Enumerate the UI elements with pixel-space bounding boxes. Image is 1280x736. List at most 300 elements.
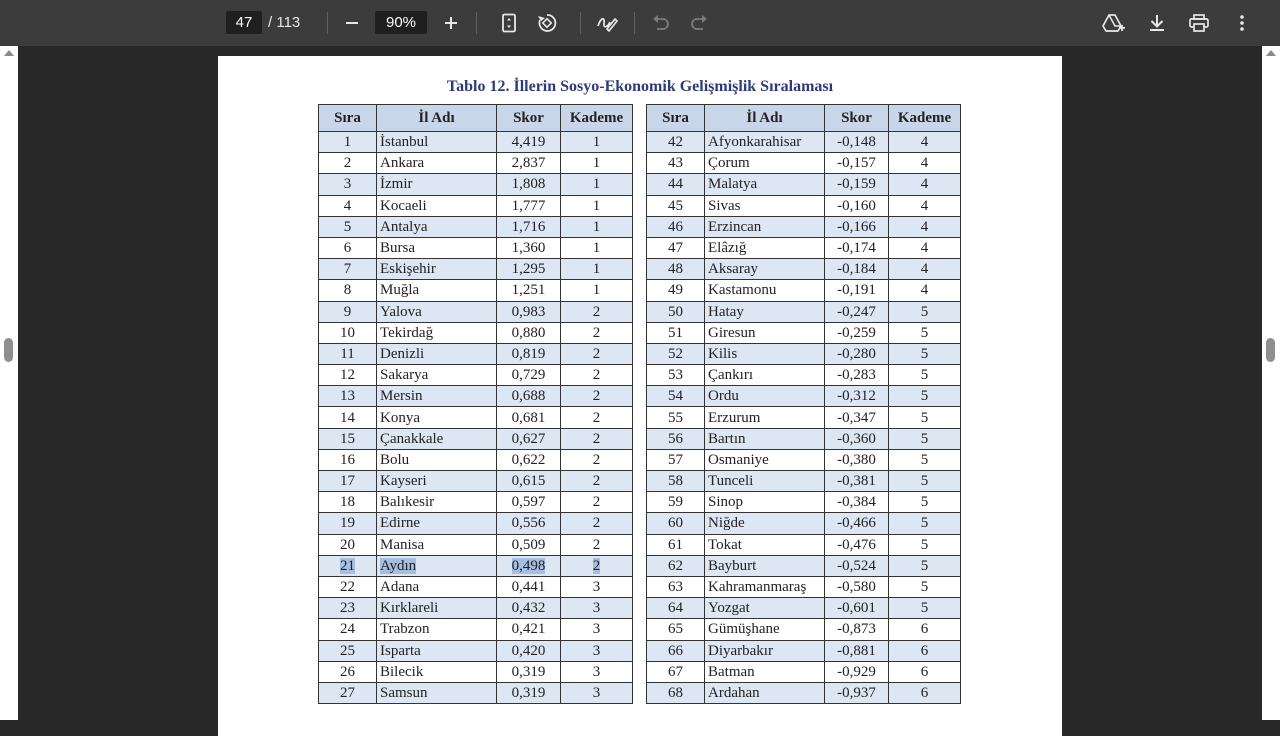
table-row (647, 428, 961, 449)
rank-cell: 18 (319, 492, 377, 513)
tier-cell: 3 (561, 598, 633, 619)
table-row (319, 492, 633, 513)
rank-cell: 50 (647, 301, 705, 322)
province-name-cell: Yalova (377, 301, 497, 322)
table-row (319, 365, 633, 386)
table-row (647, 598, 961, 619)
redo-button[interactable] (685, 9, 713, 37)
score-cell: -0,174 (825, 237, 889, 258)
rank-cell: 61 (647, 534, 705, 555)
zoom-in-button[interactable] (437, 9, 465, 37)
province-name-cell: Erzincan (705, 216, 825, 237)
tier-cell: 2 (561, 534, 633, 555)
score-cell: -0,937 (825, 682, 889, 703)
table-row (319, 322, 633, 343)
download-button[interactable] (1143, 9, 1171, 37)
header-kademe: Kademe (561, 105, 633, 132)
download-icon (1148, 14, 1166, 32)
tier-cell: 5 (889, 471, 961, 492)
score-cell: -0,360 (825, 428, 889, 449)
score-cell: 0,627 (497, 428, 561, 449)
score-cell: 1,360 (497, 237, 561, 258)
table-row (319, 174, 633, 195)
score-cell: 0,983 (497, 301, 561, 322)
rank-cell: 11 (319, 343, 377, 364)
tier-cell: 4 (889, 216, 961, 237)
score-cell: 1,251 (497, 280, 561, 301)
zoom-out-button[interactable] (338, 9, 366, 37)
tier-cell: 1 (561, 259, 633, 280)
table-row (647, 280, 961, 301)
rank-cell: 65 (647, 619, 705, 640)
province-name-cell: Aksaray (705, 259, 825, 280)
rank-cell: 66 (647, 640, 705, 661)
score-cell: -0,312 (825, 386, 889, 407)
header-il-adi: İl Adı (705, 105, 825, 132)
header-sira: Sıra (319, 105, 377, 132)
rank-cell: 49 (647, 280, 705, 301)
table-row (319, 513, 633, 534)
tier-cell: 5 (889, 576, 961, 597)
rank-cell: 58 (647, 471, 705, 492)
table-row (647, 237, 961, 258)
province-name-cell: Konya (377, 407, 497, 428)
province-name-cell: Afyonkarahisar (705, 132, 825, 153)
score-cell: -0,247 (825, 301, 889, 322)
tier-cell: 2 (561, 386, 633, 407)
table-row (647, 534, 961, 555)
score-cell: -0,580 (825, 576, 889, 597)
tier-cell: 3 (561, 640, 633, 661)
tier-cell: 4 (889, 174, 961, 195)
redo-icon (690, 15, 708, 31)
tier-cell: 5 (889, 322, 961, 343)
province-name-cell: Elâzığ (705, 237, 825, 258)
score-cell: -0,191 (825, 280, 889, 301)
tier-cell: 1 (561, 174, 633, 195)
table-row (647, 471, 961, 492)
table-row (319, 449, 633, 470)
header-skor: Skor (497, 105, 561, 132)
draw-button[interactable] (593, 9, 621, 37)
province-name-cell: Bayburt (705, 555, 825, 576)
tier-cell: 5 (889, 386, 961, 407)
rank-cell: 67 (647, 661, 705, 682)
rank-cell: 63 (647, 576, 705, 597)
rank-cell: 17 (319, 471, 377, 492)
province-name-cell: Kastamonu (705, 280, 825, 301)
tier-cell: 1 (561, 280, 633, 301)
table-row (647, 619, 961, 640)
province-name-cell: Balıkesir (377, 492, 497, 513)
province-name-cell: Osmaniye (705, 449, 825, 470)
tier-cell: 2 (561, 555, 633, 576)
rank-cell: 21 (319, 555, 377, 576)
score-cell: 0,319 (497, 661, 561, 682)
tier-cell: 2 (561, 492, 633, 513)
tier-cell: 6 (889, 661, 961, 682)
score-cell: 0,688 (497, 386, 561, 407)
tier-cell: 2 (561, 407, 633, 428)
table-row (647, 216, 961, 237)
rank-cell: 45 (647, 195, 705, 216)
tier-cell: 4 (889, 237, 961, 258)
rank-cell: 1 (319, 132, 377, 153)
tier-cell: 6 (889, 619, 961, 640)
toolbar-divider (634, 12, 635, 34)
table-row (319, 428, 633, 449)
score-cell: -0,476 (825, 534, 889, 555)
province-name-cell: Kahramanmaraş (705, 576, 825, 597)
province-name-cell: Antalya (377, 216, 497, 237)
province-name-cell: İstanbul (377, 132, 497, 153)
zoom-level-input[interactable]: 90% (375, 11, 427, 34)
table-row (319, 555, 633, 576)
province-name-cell: Trabzon (377, 619, 497, 640)
tier-cell: 3 (561, 576, 633, 597)
left-scrollbar[interactable] (0, 46, 18, 720)
province-name-cell: Edirne (377, 513, 497, 534)
table-row (647, 386, 961, 407)
fit-page-button[interactable] (495, 9, 523, 37)
score-cell: 0,729 (497, 365, 561, 386)
score-cell: -0,280 (825, 343, 889, 364)
tier-cell: 4 (889, 280, 961, 301)
rank-cell: 19 (319, 513, 377, 534)
province-name-cell: Mersin (377, 386, 497, 407)
province-name-cell: Kilis (705, 343, 825, 364)
score-cell: -0,148 (825, 132, 889, 153)
rank-cell: 62 (647, 555, 705, 576)
province-name-cell: Kayseri (377, 471, 497, 492)
score-cell: 0,509 (497, 534, 561, 555)
header-il-adi: İl Adı (377, 105, 497, 132)
table-row (319, 640, 633, 661)
header-skor: Skor (825, 105, 889, 132)
tier-cell: 4 (889, 153, 961, 174)
rank-cell: 68 (647, 682, 705, 703)
province-name-cell: Batman (705, 661, 825, 682)
table-row (319, 471, 633, 492)
table-row (647, 153, 961, 174)
tier-cell: 5 (889, 555, 961, 576)
rotate-button[interactable] (533, 9, 561, 37)
score-cell: 0,819 (497, 343, 561, 364)
table-row (647, 555, 961, 576)
undo-icon (652, 15, 670, 31)
tier-cell: 3 (561, 619, 633, 640)
rank-cell: 7 (319, 259, 377, 280)
province-name-cell: Bursa (377, 237, 497, 258)
tier-cell: 1 (561, 216, 633, 237)
page-number-input[interactable]: 47 (226, 11, 262, 34)
province-name-cell: Tekirdağ (377, 322, 497, 343)
tier-cell: 2 (561, 428, 633, 449)
province-name-cell: Muğla (377, 280, 497, 301)
table-row (319, 576, 633, 597)
rank-cell: 4 (319, 195, 377, 216)
score-cell: -0,929 (825, 661, 889, 682)
rank-cell: 55 (647, 407, 705, 428)
tier-cell: 2 (561, 301, 633, 322)
tier-cell: 6 (889, 640, 961, 661)
rotate-icon (536, 12, 558, 34)
score-cell: -0,873 (825, 619, 889, 640)
rank-cell: 13 (319, 386, 377, 407)
province-name-cell: İzmir (377, 174, 497, 195)
print-button[interactable] (1185, 9, 1213, 37)
rank-cell: 46 (647, 216, 705, 237)
tier-cell: 5 (889, 534, 961, 555)
rank-cell: 8 (319, 280, 377, 301)
table-row (647, 682, 961, 703)
province-name-cell: Sivas (705, 195, 825, 216)
table-row (319, 259, 633, 280)
province-name-cell: Bilecik (377, 661, 497, 682)
rank-cell: 52 (647, 343, 705, 364)
tier-cell: 5 (889, 428, 961, 449)
right-scrollbar[interactable] (1262, 46, 1280, 720)
rank-cell: 27 (319, 682, 377, 703)
tier-cell: 3 (561, 661, 633, 682)
province-name-cell: Diyarbakır (705, 640, 825, 661)
province-name-cell: Erzurum (705, 407, 825, 428)
score-cell: 0,420 (497, 640, 561, 661)
toolbar-divider (327, 12, 328, 34)
table-row (319, 661, 633, 682)
score-cell: 1,777 (497, 195, 561, 216)
score-cell: -0,524 (825, 555, 889, 576)
rank-cell: 53 (647, 365, 705, 386)
score-cell: -0,601 (825, 598, 889, 619)
rank-cell: 15 (319, 428, 377, 449)
tier-cell: 5 (889, 407, 961, 428)
table-row (319, 407, 633, 428)
rank-cell: 14 (319, 407, 377, 428)
tier-cell: 5 (889, 365, 961, 386)
tier-cell: 2 (561, 471, 633, 492)
province-name-cell: Sinop (705, 492, 825, 513)
table-row (319, 153, 633, 174)
province-name-cell: Malatya (705, 174, 825, 195)
province-name-cell: Aydın (377, 555, 497, 576)
score-cell: -0,159 (825, 174, 889, 195)
rank-cell: 43 (647, 153, 705, 174)
score-cell: -0,466 (825, 513, 889, 534)
score-cell: -0,881 (825, 640, 889, 661)
toolbar-divider (580, 12, 581, 34)
table-row (319, 132, 633, 153)
score-cell: 1,295 (497, 259, 561, 280)
rank-cell: 56 (647, 428, 705, 449)
header-kademe: Kademe (889, 105, 961, 132)
province-name-cell: Yozgat (705, 598, 825, 619)
table-row (319, 237, 633, 258)
score-cell: 0,441 (497, 576, 561, 597)
province-name-cell: Samsun (377, 682, 497, 703)
province-name-cell: Ankara (377, 153, 497, 174)
rank-cell: 48 (647, 259, 705, 280)
table-title: Tablo 12. İllerin Sosyo-Ekonomik Gelişmişlik Sıralaması (446, 78, 834, 95)
tier-cell: 4 (889, 259, 961, 280)
score-cell: 0,880 (497, 322, 561, 343)
scroll-up-arrow-icon[interactable] (4, 50, 14, 56)
table-row (647, 640, 961, 661)
add-to-drive-button[interactable] (1100, 9, 1128, 37)
scroll-thumb[interactable] (4, 338, 13, 362)
score-cell: -0,380 (825, 449, 889, 470)
more-icon (1239, 14, 1245, 32)
tier-cell: 5 (889, 598, 961, 619)
rank-cell: 59 (647, 492, 705, 513)
table-row (647, 449, 961, 470)
table-row (647, 174, 961, 195)
undo-button[interactable] (647, 9, 675, 37)
pdf-page (218, 56, 1062, 736)
table-row (647, 322, 961, 343)
rank-cell: 25 (319, 640, 377, 661)
tier-cell: 2 (561, 513, 633, 534)
rank-cell: 51 (647, 322, 705, 343)
table-header-row (647, 105, 961, 132)
more-actions-button[interactable] (1228, 9, 1256, 37)
province-name-cell: Tunceli (705, 471, 825, 492)
table-row (647, 492, 961, 513)
province-name-cell: Çorum (705, 153, 825, 174)
tier-cell: 5 (889, 449, 961, 470)
province-name-cell: Ordu (705, 386, 825, 407)
ranking-table-right (646, 104, 961, 704)
table-row (647, 132, 961, 153)
table-row (647, 365, 961, 386)
rank-cell: 9 (319, 301, 377, 322)
rank-cell: 6 (319, 237, 377, 258)
score-cell: -0,184 (825, 259, 889, 280)
table-row (647, 195, 961, 216)
table-row (647, 513, 961, 534)
score-cell: 0,597 (497, 492, 561, 513)
rank-cell: 47 (647, 237, 705, 258)
score-cell: -0,384 (825, 492, 889, 513)
tier-cell: 1 (561, 153, 633, 174)
table-row (319, 301, 633, 322)
table-row (319, 216, 633, 237)
tier-cell: 5 (889, 492, 961, 513)
province-name-cell: Denizli (377, 343, 497, 364)
score-cell: 0,421 (497, 619, 561, 640)
header-sira: Sıra (647, 105, 705, 132)
plus-icon (443, 15, 459, 31)
ranking-table-left (318, 104, 633, 704)
score-cell: 0,615 (497, 471, 561, 492)
province-name-cell: Eskişehir (377, 259, 497, 280)
rank-cell: 12 (319, 365, 377, 386)
print-icon (1189, 14, 1209, 32)
tier-cell: 6 (889, 682, 961, 703)
table-row (319, 386, 633, 407)
tier-cell: 3 (561, 682, 633, 703)
province-name-cell: Çankırı (705, 365, 825, 386)
tier-cell: 2 (561, 343, 633, 364)
province-name-cell: Hatay (705, 301, 825, 322)
rank-cell: 23 (319, 598, 377, 619)
score-cell: -0,347 (825, 407, 889, 428)
table-row (647, 259, 961, 280)
rank-cell: 5 (319, 216, 377, 237)
tier-cell: 5 (889, 513, 961, 534)
province-name-cell: Manisa (377, 534, 497, 555)
toolbar-divider (476, 12, 477, 34)
rank-cell: 24 (319, 619, 377, 640)
page-total-label: / 113 (268, 14, 301, 31)
rank-cell: 22 (319, 576, 377, 597)
province-name-cell: Bolu (377, 449, 497, 470)
rank-cell: 57 (647, 449, 705, 470)
tier-cell: 5 (889, 343, 961, 364)
fit-page-icon (500, 13, 518, 33)
scroll-up-arrow-icon[interactable] (1266, 50, 1276, 56)
rank-cell: 26 (319, 661, 377, 682)
tier-cell: 1 (561, 132, 633, 153)
minus-icon (344, 15, 360, 31)
rank-cell: 54 (647, 386, 705, 407)
table-row (647, 407, 961, 428)
score-cell: -0,160 (825, 195, 889, 216)
province-name-cell: Ardahan (705, 682, 825, 703)
table-row (319, 343, 633, 364)
province-name-cell: Kocaeli (377, 195, 497, 216)
table-header-row (319, 105, 633, 132)
rank-cell: 3 (319, 174, 377, 195)
pdf-toolbar (0, 0, 1280, 46)
table-row (319, 682, 633, 703)
province-name-cell: Kırklareli (377, 598, 497, 619)
table-row (319, 534, 633, 555)
tier-cell: 2 (561, 365, 633, 386)
score-cell: 0,432 (497, 598, 561, 619)
score-cell: 0,556 (497, 513, 561, 534)
province-name-cell: Giresun (705, 322, 825, 343)
table-row (647, 661, 961, 682)
tier-cell: 2 (561, 449, 633, 470)
score-cell: 4,419 (497, 132, 561, 153)
tier-cell: 4 (889, 195, 961, 216)
province-name-cell: Niğde (705, 513, 825, 534)
province-name-cell: Gümüşhane (705, 619, 825, 640)
rank-cell: 44 (647, 174, 705, 195)
score-cell: -0,259 (825, 322, 889, 343)
tier-cell: 2 (561, 322, 633, 343)
province-name-cell: Adana (377, 576, 497, 597)
score-cell: -0,166 (825, 216, 889, 237)
rank-cell: 60 (647, 513, 705, 534)
scroll-thumb[interactable] (1266, 338, 1275, 362)
tier-cell: 1 (561, 237, 633, 258)
tier-cell: 4 (889, 132, 961, 153)
tier-cell: 5 (889, 301, 961, 322)
score-cell: -0,157 (825, 153, 889, 174)
rank-cell: 2 (319, 153, 377, 174)
rank-cell: 64 (647, 598, 705, 619)
rank-cell: 42 (647, 132, 705, 153)
score-cell: 0,319 (497, 682, 561, 703)
table-row (319, 619, 633, 640)
tier-cell: 1 (561, 195, 633, 216)
score-cell: -0,283 (825, 365, 889, 386)
rank-cell: 20 (319, 534, 377, 555)
table-row (647, 343, 961, 364)
rank-cell: 10 (319, 322, 377, 343)
